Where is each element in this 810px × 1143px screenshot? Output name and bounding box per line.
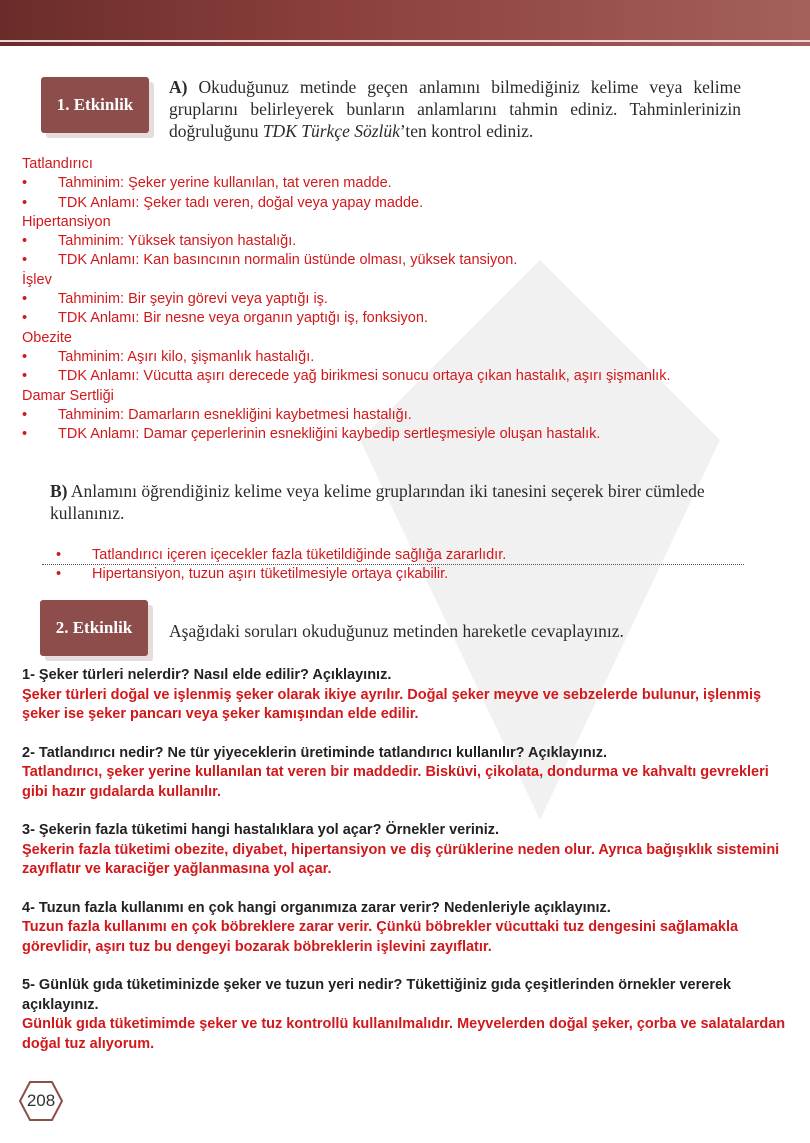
answer-text: Şeker türleri doğal ve işlenmiş şeker olarak ikiye ayrılır. Doğal şeker meyve ve sebzelerde bulunur, işlenmiş şeker ise şeker pancarı veya şeker kamışından elde edilir.	[22, 686, 762, 722]
sentence-text: Tatlandırıcı içeren içecekler fazla tüketildiğinde sağlığa zararlıdır.	[92, 547, 507, 563]
vocab-guess-item	[22, 232, 792, 251]
section-b-instructions	[50, 480, 745, 524]
qa-item	[22, 744, 792, 803]
vocab-guess-item	[22, 406, 792, 425]
vocab-guess-text: Tahminim: Aşırı kilo, şişmanlık hastalığı.	[58, 348, 315, 365]
section-a-italic: TDK Türkçe Sözlük	[262, 121, 400, 141]
bullet: •	[22, 194, 28, 211]
page-number-text: 208	[26, 1091, 56, 1110]
section-a-label: A)	[169, 77, 188, 97]
sentence-text: Hipertansiyon, tuzun aşırı tüketilmesiyle ortaya çıkabilir.	[92, 566, 449, 583]
question-text: 4- Tuzun fazla kullanımı en çok hangi organımıza zarar verir? Nedenleriyle açıklayınız.	[22, 899, 611, 916]
section-2-instructions: Aşağıdaki soruları okuduğunuz metinden hareketle cevaplayınız.	[169, 621, 624, 641]
activity-2-badge: 2. Etkinlik	[40, 600, 148, 656]
bullet: •	[56, 566, 62, 583]
header-divider	[0, 40, 810, 42]
vocab-guess-item	[22, 174, 792, 193]
bullet: •	[22, 426, 28, 443]
activity-1-badge: 1. Etkinlik	[41, 77, 149, 133]
question-text: 1- Şeker türleri nelerdir? Nasıl elde edilir? Açıklayınız.	[22, 667, 392, 683]
vocab-tdk-text: TDK Anlamı: Vücutta aşırı derecede yağ birikmesi sonucu ortaya çıkan hastalık, aşırı şişmanlık.	[58, 368, 671, 385]
vocab-term: İşlev	[22, 271, 52, 288]
vocab-guess-text: Tahminim: Bir şeyin görevi veya yaptığı iş.	[58, 291, 328, 308]
bullet: •	[22, 175, 28, 192]
section-a-text-1: Okuduğunuz metinde geçen anlamını bilmediğiniz kelime veya kelime gruplarını belirleyerek bunların anlamlarını tahmin ediniz. Tahminlerinizin doğruluğunu	[169, 77, 741, 141]
qa-item	[22, 899, 792, 958]
section-b-label: B)	[50, 481, 68, 501]
question-answer-list	[22, 666, 792, 1073]
vocab-tdk-item	[22, 309, 792, 328]
vocab-term: Hipertansiyon	[22, 213, 111, 230]
page-number	[19, 1081, 63, 1121]
bullet: •	[22, 252, 28, 269]
vocab-guess-item	[22, 348, 792, 367]
vocab-guess-item	[22, 290, 792, 309]
vocab-guess-text: Tahminim: Şeker yerine kullanılan, tat veren madde.	[58, 175, 392, 192]
bullet: •	[22, 348, 28, 365]
bullet: •	[22, 233, 28, 250]
section-a-text-2: ’ten kontrol ediniz.	[399, 121, 534, 141]
answer-text: Tuzun fazla kullanımı en çok böbreklere zarar verir. Çünkü böbrekler vücuttaki tuz dengesini sağlamakla görevlidir, aşırı tuz bu dengeyi bozarak böbreklerin işlevini zayıflatır.	[22, 919, 739, 955]
vocab-tdk-item	[22, 251, 792, 270]
vocab-term: Damar Sertliği	[22, 387, 114, 404]
question-text: 5- Günlük gıda tüketiminizde şeker ve tuzun yeri nedir? Tükettiğiniz gıda çeşitlerinden örnekler vererek açıklayınız.	[22, 977, 732, 1013]
bullet: •	[22, 368, 28, 385]
answer-text: Şekerin fazla tüketimi obezite, diyabet, hipertansiyon ve diş çürüklerine neden olur. Ayrıca bağışıklık sistemini zayıflatır ve karaciğer yağlanmasına yol açar.	[22, 841, 780, 877]
vocab-tdk-text: TDK Anlamı: Damar çeperlerinin esnekliğini kaybedip sertleşmesiyle oluşan hastalık.	[58, 426, 601, 443]
qa-item	[22, 821, 792, 880]
vocab-tdk-text: TDK Anlamı: Bir nesne veya organın yaptığı iş, fonksiyon.	[58, 310, 428, 327]
bullet: •	[56, 547, 62, 563]
answer-text: Tatlandırıcı, şeker yerine kullanılan tat veren bir maddedir. Bisküvi, çikolata, dondurma ve kahvaltı gevrekleri gibi hazır gıdalarda kullanılır.	[22, 764, 769, 800]
section-b-text: Anlamını öğrendiğiniz kelime veya kelime gruplarından iki tanesini seçerek birer cümlede kullanınız.	[50, 481, 705, 523]
qa-item	[22, 666, 792, 725]
vocab-tdk-text: TDK Anlamı: Şeker tadı veren, doğal veya yapay madde.	[58, 194, 424, 211]
vocab-tdk-item	[22, 367, 792, 386]
section-a-instructions	[169, 76, 741, 142]
vocab-term: Obezite	[22, 329, 72, 346]
answer-text: Günlük gıda tüketimimde şeker ve tuz kontrollü kullanılmalıdır. Meyvelerden doğal şeker, çorba ve salatalardan doğal tuz alıyorum.	[22, 1016, 786, 1052]
bullet: •	[22, 291, 28, 308]
vocab-guess-text: Tahminim: Yüksek tansiyon hastalığı.	[58, 233, 297, 250]
vocabulary-list	[22, 155, 792, 444]
sentence-item	[56, 565, 756, 584]
vocab-tdk-item	[22, 194, 792, 213]
sentence-item	[56, 546, 756, 565]
vocab-guess-text: Tahminim: Damarların esnekliğini kaybetmesi hastalığı.	[58, 406, 412, 423]
question-text: 3- Şekerin fazla tüketimi hangi hastalıklara yol açar? Örnekler veriniz.	[22, 822, 500, 838]
vocab-term: Tatlandırıcı	[22, 156, 93, 172]
bullet: •	[22, 406, 28, 423]
example-sentences	[56, 546, 756, 585]
bullet: •	[22, 310, 28, 327]
vocab-tdk-item	[22, 425, 792, 444]
vocab-tdk-text: TDK Anlamı: Kan basıncının normalin üstünde olması, yüksek tansiyon.	[58, 252, 518, 269]
qa-item	[22, 976, 792, 1054]
question-text: 2- Tatlandırıcı nedir? Ne tür yiyeceklerin üretiminde tatlandırıcı kullanılır? Açıklayınız.	[22, 744, 607, 761]
